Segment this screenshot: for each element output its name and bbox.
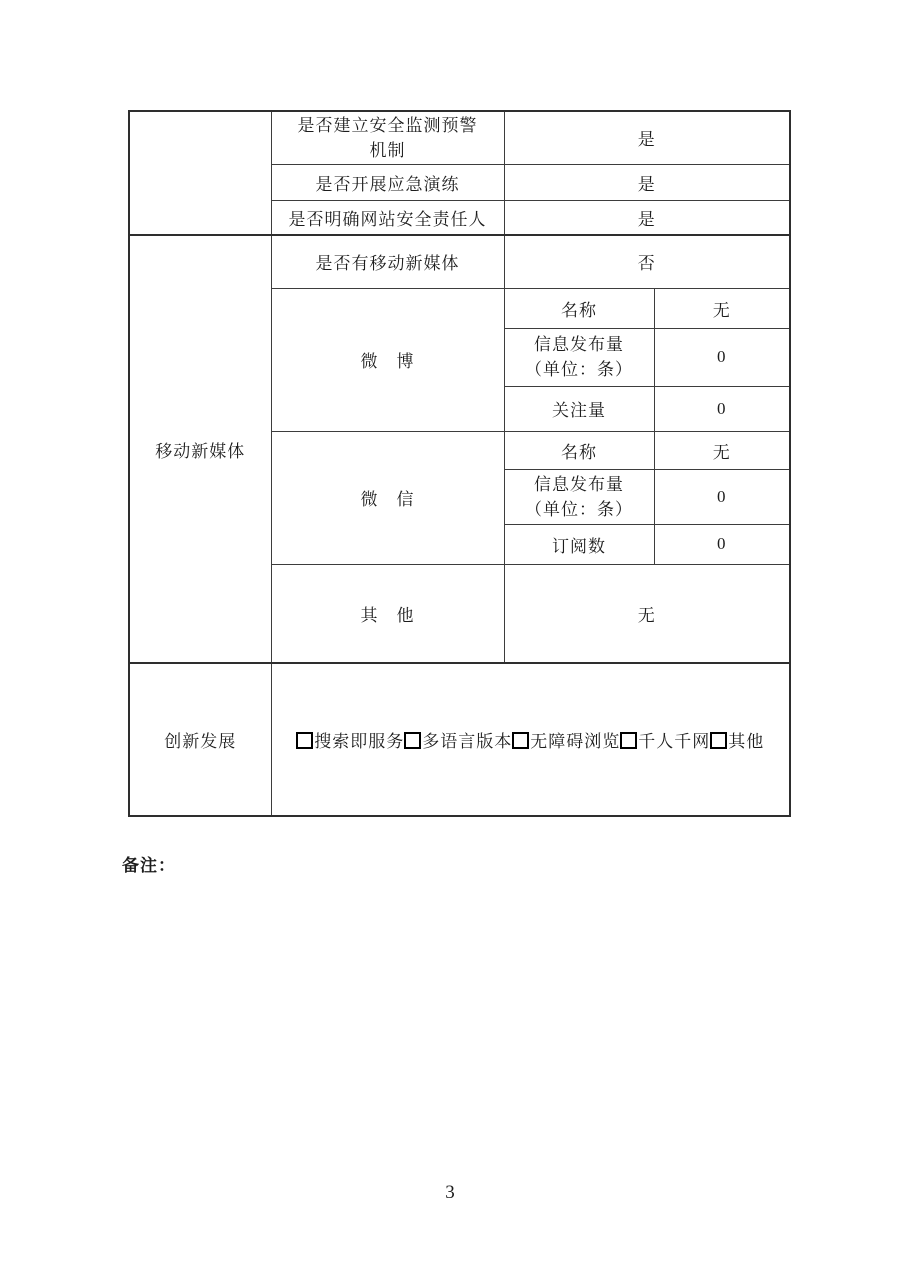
checkbox-icon <box>404 732 421 749</box>
security-monitor-label-line2: 机制 <box>369 140 406 160</box>
security-monitor-label-cell <box>271 111 504 164</box>
has-mobile-media-value: 否 <box>504 235 790 288</box>
option-search-as-service <box>296 727 404 752</box>
category-mobile-media: 移动新媒体 <box>129 235 271 663</box>
wechat-posts-label-cell <box>504 469 654 524</box>
wechat-name-value: 无 <box>654 431 790 469</box>
weibo-name-label: 名称 <box>504 288 654 328</box>
security-responsible-label: 是否明确网站安全责任人 <box>271 200 504 235</box>
wechat-posts-label-line2: （单位：条） <box>525 499 633 519</box>
other-media-value: 无 <box>504 564 790 663</box>
category-cell-empty <box>129 111 271 235</box>
option-label: 无障碍浏览 <box>530 732 621 751</box>
weibo-posts-label-line1: 信息发布量 <box>534 335 624 354</box>
weibo-posts-label-line2: （单位：条） <box>525 360 633 379</box>
option-other <box>710 727 764 752</box>
weibo-posts-value: 0 <box>654 328 790 386</box>
checkbox-icon <box>710 732 727 749</box>
has-mobile-media-label: 是否有移动新媒体 <box>271 235 504 288</box>
security-monitor-label-line1: 是否建立安全监测预警 <box>297 115 478 135</box>
weibo-followers-value: 0 <box>654 386 790 431</box>
weibo-label: 微 博 <box>271 288 504 431</box>
weibo-posts-label-cell <box>504 328 654 386</box>
other-media-label: 其 他 <box>271 564 504 663</box>
notes-label: 备注： <box>122 856 176 875</box>
category-innovation: 创新发展 <box>129 663 271 816</box>
page-number: 3 <box>445 1182 455 1203</box>
checkbox-icon <box>296 732 313 749</box>
security-responsible-value: 是 <box>504 200 790 235</box>
option-personalized <box>620 727 710 752</box>
weibo-name-value: 无 <box>654 288 790 328</box>
wechat-subscribers-value: 0 <box>654 524 790 564</box>
option-label: 千人千网 <box>638 732 711 751</box>
weibo-followers-label: 关注量 <box>504 386 654 431</box>
wechat-posts-value: 0 <box>654 469 790 524</box>
checkbox-icon <box>512 732 529 749</box>
checkbox-icon <box>620 732 637 749</box>
annual-report-table <box>128 110 791 817</box>
row-has-mobile-media <box>129 235 790 288</box>
option-accessibility <box>512 727 620 752</box>
security-drill-label: 是否开展应急演练 <box>271 164 504 200</box>
row-innovation <box>129 663 790 816</box>
row-security-monitor <box>129 111 790 164</box>
wechat-posts-label-line1: 信息发布量 <box>534 474 624 494</box>
option-label: 其他 <box>728 732 765 751</box>
security-drill-value: 是 <box>504 164 790 200</box>
wechat-subscribers-label: 订阅数 <box>504 524 654 564</box>
innovation-options-cell <box>271 663 790 816</box>
security-monitor-value: 是 <box>504 111 790 164</box>
wechat-name-label: 名称 <box>504 431 654 469</box>
option-label: 搜索即服务 <box>314 732 405 751</box>
option-multilingual <box>404 727 512 752</box>
innovation-options-line <box>296 732 764 751</box>
option-label: 多语言版本 <box>422 732 513 751</box>
wechat-label: 微 信 <box>271 431 504 564</box>
